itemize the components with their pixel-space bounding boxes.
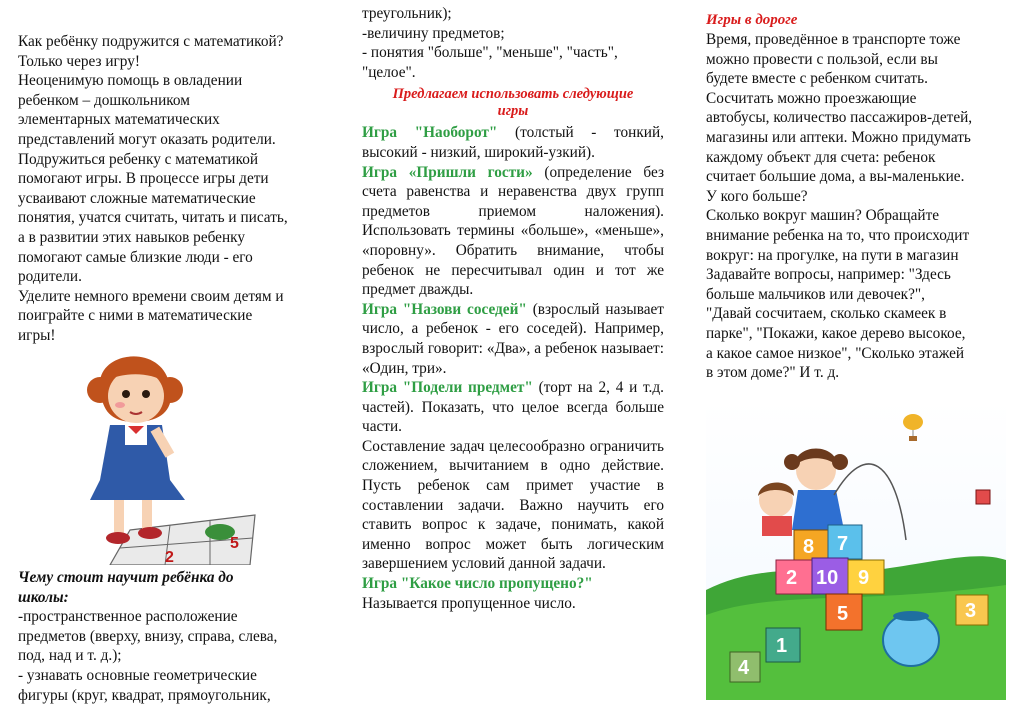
intro-text [18,32,324,346]
text-line: можно провести с пользой, если вы [706,50,938,68]
heading-line: игры [497,103,529,120]
game-naoborot [362,123,664,162]
text-line: "целое". [362,63,416,81]
floor-digit: 5 [230,535,239,552]
text-line: "Давай сосчитаем, сколько скамеек в [706,305,947,323]
game-title: Игра "Наоборот" [362,124,498,142]
skills-list-continued [362,4,664,82]
text-line: представлений могут оказать родители. [18,130,276,148]
list-line: -пространственное расположение [18,608,238,626]
right-column [706,11,1006,383]
middle-column [362,4,664,613]
text-line: поиграйте с ними в математические [18,307,253,325]
game-podeli-predmet [362,378,664,437]
number-floor-grid [110,515,255,565]
game-description: (взрослый называет число, а ребенок - его соседей). Например, взрослый говорит: «Два», а ребенок называет: «Один, три». [362,300,664,377]
text-line: автобусы, количество пассажиров-детей, [706,109,973,127]
text-line: внимание ребенка на то, что происходит [706,226,970,244]
text-line: ребенком – дошкольником [18,91,190,109]
text-line: - понятия "больше", "меньше", "часть", [362,44,618,62]
text-line: парке", "Покажи, какое дерево высокое, [706,324,966,342]
game-description: (определение без счета равенства и неравенства двух групп предметов приемом наложения). Использовать термины «больше», «меньше», «поровну». Обратить внимание, чтобы ребенок не пересчитывал один и тот же предмет дважды. [362,163,665,299]
game-title: Игра "Назови соседей" [362,300,527,318]
text-line: понятия, учатся считать, читать и писать, [18,209,288,227]
road-games-text [706,30,1006,383]
skills-list [18,607,324,705]
text-line: усваивают сложные математические [18,189,256,207]
cube-digit: 3 [965,600,977,622]
girl-figure [87,356,185,544]
list-line: - узнавать основные геометрические [18,666,257,684]
tasks-paragraph: Составление задач целесообразно ограничить сложением, вычитанием в одно действие. Пусть ребенок сам примет участие в составлении задачи. Важно научить его ставить вопрос к задаче, понимать, какой именно вопрос может быть логическим завершением условий данной задачи. [362,437,664,573]
game-title: Игра «Пришли гости» [362,163,533,181]
text-line: магазины или аптеки. Можно придумать [706,128,971,146]
text-line: Сосчитать можно проезжающие [706,89,917,107]
game-title: Игра "Какое число пропущено?" [362,575,593,593]
text-line: в этом доме?" И т. д. [706,364,840,382]
kids-with-number-cubes-illustration [706,400,1006,700]
road-games-heading: Игры в дороге [706,12,798,28]
game-nazovi-sosedei [362,300,664,378]
text-line: Задавайте вопросы, например: "Здесь [706,266,951,284]
text-line: элементарных математических [18,111,220,129]
left-column [18,32,324,346]
game-description: Называется пропущенное число. [362,594,576,612]
heading-line: школы: [18,588,69,606]
cube-digit: 1 [776,635,788,657]
game-title: Игра "Подели предмет" [362,379,533,397]
text-line: -величину предметов; [362,24,505,42]
cube-digit: 9 [858,567,870,589]
boy-figure [758,483,794,537]
text-line: вокруг: на прогулке, на пути в магазин [706,246,959,264]
text-line: У кого больше? [706,187,808,205]
cube-digit: 10 [816,567,839,589]
cube-digit: 4 [738,657,750,679]
text-line: Сколько вокруг машин? Обращайте [706,207,940,225]
text-line: игры! [18,326,56,344]
cube-digit: 7 [837,533,849,555]
text-line: Как ребёнку подружится с математикой? [18,33,284,50]
text-line: Только через игру! [18,52,141,70]
text-line: помогают самые близкие люди - его [18,248,253,266]
list-line: предметов (вверху, внизу, справа, слева, [18,627,278,645]
text-line: больше мальчиков или девочек?", [706,285,925,303]
text-line: треугольник); [362,5,452,22]
text-line: каждому объект для счета: ребенок [706,148,936,166]
girl-thinking-illustration [70,350,260,565]
text-line: будете вместе с ребенком считать. [706,70,928,88]
skills-heading [18,568,324,607]
game-kakoe-chislo [362,574,664,613]
games-heading [362,86,664,120]
heading-line: Чему стоит научит ребёнка до [18,569,234,586]
skills-block [18,568,324,705]
heading-line: Предлагаем использовать следующие [392,86,634,103]
text-line: Время, проведённое в транспорте тоже [706,31,961,48]
cube-digit: 2 [786,567,798,589]
text-line: Уделите немного времени своим детям и [18,287,284,305]
text-line: Подружиться ребенку с математикой [18,150,259,168]
game-prishli-gosti [362,163,664,300]
list-line: под, над и т. д.); [18,647,122,665]
text-line: Неоценимую помощь в овладении [18,72,243,90]
text-line: а какое самое низкое", "Сколько этажей [706,344,965,362]
text-line: а в развитии этих навыков ребенку [18,228,246,246]
list-line: фигуры (круг, квадрат, прямоугольник, [18,686,271,704]
text-line: считает большие дома, а вы-маленькие. [706,168,965,186]
game-description: (толстый - тонкий, высокий - низкий, широкий-узкий). [362,124,664,161]
game-description: (торт на 2, 4 и т.д. частей). Показать, что целое всегда больше части. [362,379,664,436]
text-line: помогают игры. В процессе игры дети [18,170,269,188]
cube-digit: 8 [803,536,815,558]
cube-digit: 5 [837,603,849,625]
text-line: родители. [18,268,82,286]
floor-digit: 2 [165,549,174,565]
